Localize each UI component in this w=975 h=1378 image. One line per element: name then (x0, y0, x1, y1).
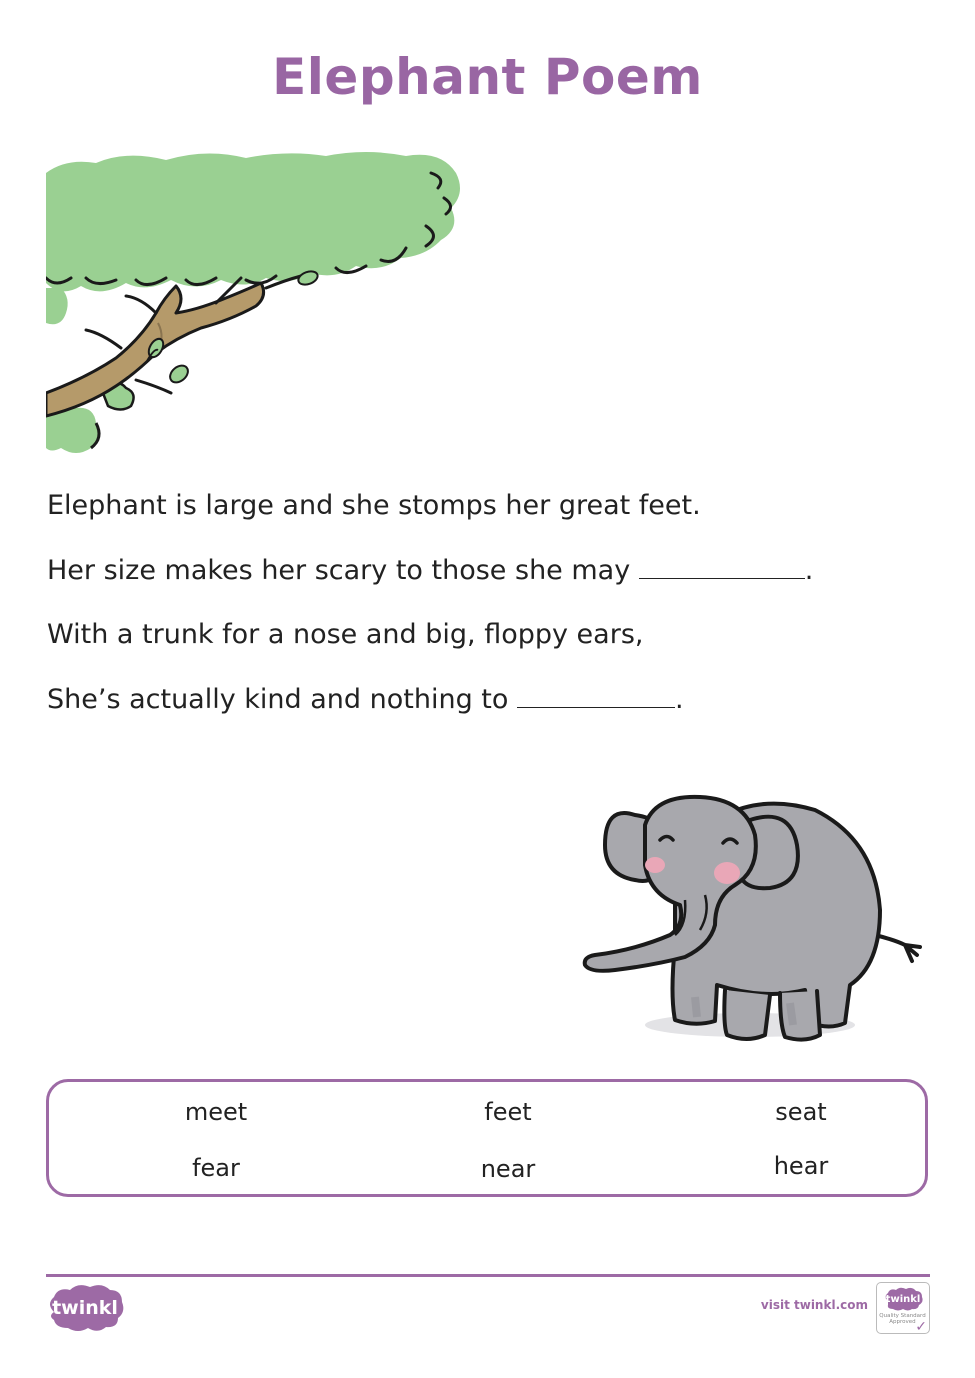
quality-badge (876, 1282, 930, 1334)
check-icon: ✓ (915, 1319, 927, 1335)
poem-line-2-end: . (804, 554, 814, 586)
twinkl-logo[interactable] (44, 1282, 126, 1334)
word-near[interactable]: near (480, 1155, 536, 1183)
word-seat[interactable]: seat (775, 1098, 827, 1126)
visit-link[interactable]: visit twinkl.com (760, 1298, 868, 1312)
poem-line-4 (47, 680, 927, 745)
poem-text (47, 486, 927, 744)
tree-branch (46, 276, 301, 416)
elephant-cheek-left (645, 857, 665, 873)
badge-line-2: Approved (889, 1319, 916, 1325)
poem-line-4-text: She’s actually kind and nothing to (47, 683, 509, 715)
word-bank (46, 1079, 928, 1197)
poem-line-1 (47, 486, 927, 551)
elephant-front-leg (724, 990, 770, 1039)
poem-line-2-text: Her size makes her scary to those she may (47, 554, 631, 586)
answer-blank-1[interactable] (639, 552, 805, 579)
poem-line-2 (47, 551, 927, 616)
badge-line-1: Quality Standard (879, 1313, 926, 1319)
badge-logo (882, 1286, 924, 1312)
poem-line-3 (47, 615, 927, 680)
word-meet[interactable]: meet (184, 1098, 248, 1126)
word-hear[interactable]: hear (773, 1152, 829, 1180)
badge-logo-text: twinkl (885, 1294, 921, 1305)
word-feet[interactable]: feet (484, 1098, 532, 1126)
tree-illustration (46, 148, 466, 458)
elephant-cheek-right (714, 862, 740, 884)
footer-divider (46, 1274, 930, 1277)
page-title: Elephant Poem (272, 48, 703, 106)
poem-line-3-text: With a trunk for a nose and big, floppy ears, (47, 619, 644, 650)
poem-line-1-text: Elephant is large and she stomps her great feet. (47, 490, 701, 521)
elephant-illustration (575, 785, 935, 1050)
elephant-leg (780, 991, 820, 1040)
answer-blank-2[interactable] (517, 681, 675, 708)
word-fear[interactable]: fear (192, 1154, 240, 1182)
logo-text: twinkl (52, 1297, 118, 1319)
elephant-tail (875, 935, 920, 961)
poem-line-4-end: . (675, 683, 684, 715)
